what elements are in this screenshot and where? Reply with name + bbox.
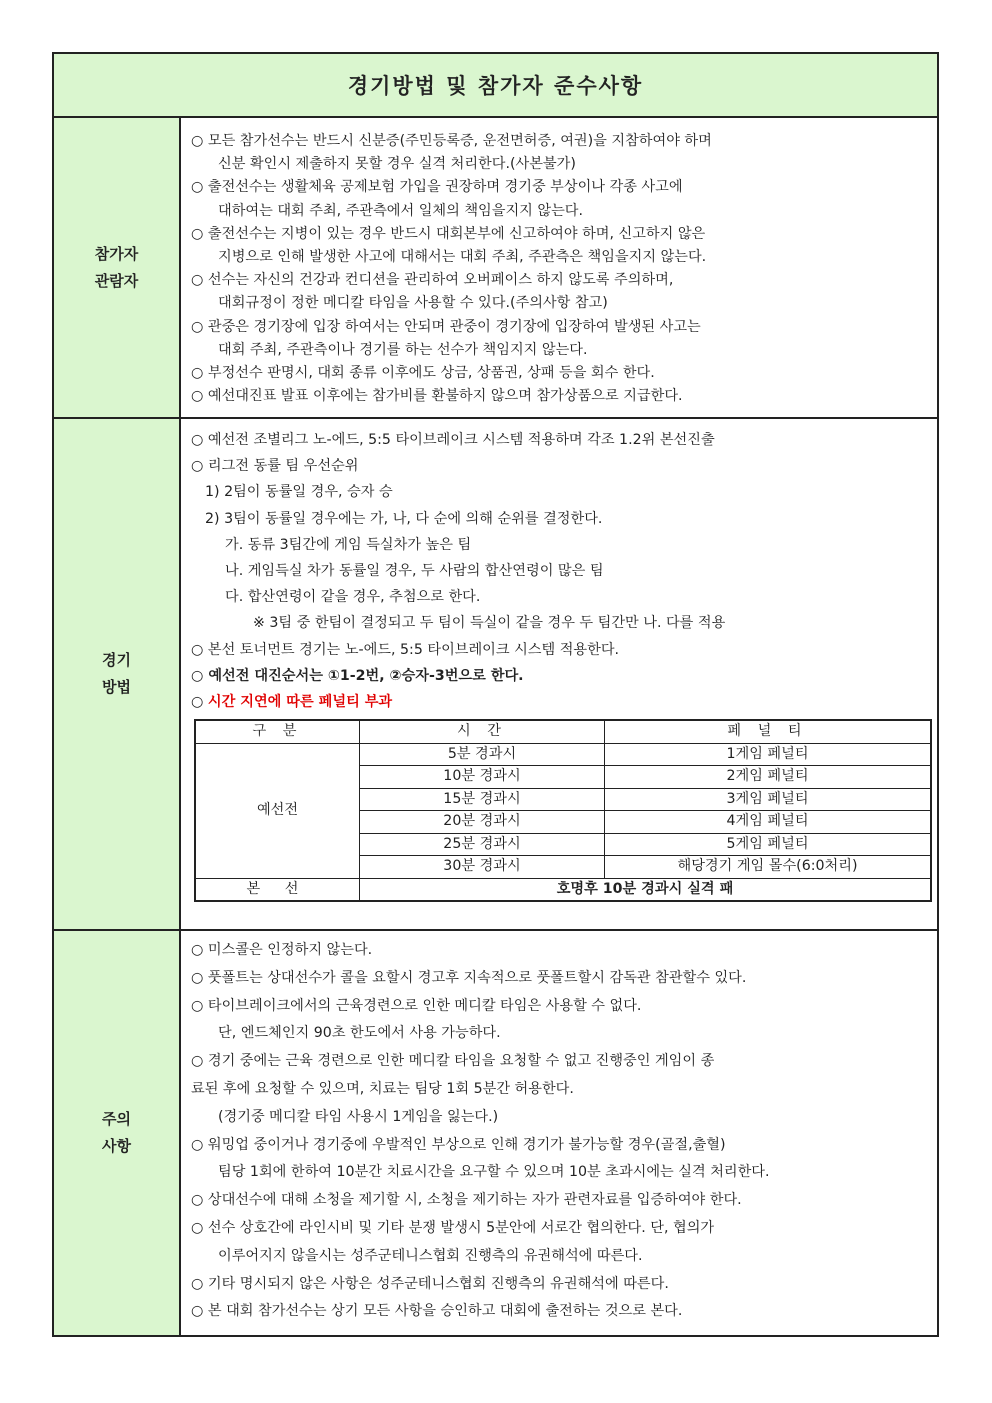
table-cell: 2게임 페널티 (605, 766, 932, 789)
rule-line: ○ 경기 중에는 근육 경련으로 인한 메디칼 타임을 요청할 수 없고 진행중인 게임이 종 (191, 1053, 715, 1070)
table-cell: 30분 경과시 (360, 856, 605, 879)
table-final-label: 본 선 (195, 878, 360, 901)
rule-line: 료된 후에 요청할 수 있으며, 치료는 팀당 1회 5분간 허용한다. (191, 1080, 574, 1097)
table-cell: 1게임 페널티 (605, 743, 932, 766)
table-header: 페 널 티 (605, 720, 932, 743)
rule-line: ○ 본선 토너먼트 경기는 노-에드, 5:5 타이브레이크 시스템 적용한다. (191, 641, 620, 658)
table-cell: 5분 경과시 (360, 743, 605, 766)
bullet: ○ (191, 693, 204, 710)
section-match-method (54, 419, 937, 931)
rule-line: ○ 상대선수에 대해 소청을 제기할 시, 소청을 제기하는 자가 관련자료를 입증하여야 한다. (191, 1192, 742, 1209)
rule-line: 단, 엔드체인지 90초 한도에서 사용 가능하다. (218, 1025, 501, 1042)
rule-line: ○ 선수는 자신의 건강과 컨디션을 관리하여 오버페이스 하지 않도록 주의하며, (191, 272, 674, 289)
section-body (181, 419, 937, 929)
rule-line: 대하여는 대회 주최, 주관측에서 일체의 책임을지지 않는다. (218, 202, 584, 219)
rule-line: ○ 관중은 경기장에 입장 하여서는 안되며 관중이 경기장에 입장하여 발생된 사고는 (191, 318, 701, 335)
rule-line: ○ 워밍업 중이거나 경기중에 우발적인 부상으로 인해 경기가 불가능할 경우(골절,출혈) (191, 1136, 726, 1153)
rule-line: ○ 예선전 대진순서는 ①1-2번, ②승자-3번으로 한다. (191, 667, 524, 684)
rule-line: ○ 미스콜은 인정하지 않는다. (191, 942, 373, 958)
section-label (54, 118, 181, 417)
table-row (195, 878, 931, 901)
table-cell: 해당경기 게임 몰수(6:0처리) (605, 856, 932, 879)
table-cell: 4게임 페널티 (605, 811, 932, 834)
table-group-label: 예선전 (195, 743, 360, 878)
rule-line: ○ 예선전 조별리그 노-에드, 5:5 타이브레이크 시스템 적용하며 각조 1.2위 본선진출 (191, 432, 715, 448)
rule-line: ○ 본 대회 참가선수는 상기 모든 사항을 승인하고 대회에 출전하는 것으로 본다. (191, 1303, 683, 1320)
rule-line: 2) 3팀이 동률일 경우에는 가, 나, 다 순에 의해 순위를 결정한다. (205, 510, 603, 527)
rule-line: ○ 출전선수는 지병이 있는 경우 반드시 대회본부에 신고하여야 하며, 신고하지 않은 (191, 225, 706, 242)
table-header: 시 간 (360, 720, 605, 743)
table-cell: 20분 경과시 (360, 811, 605, 834)
rule-line: ○ 풋폴트는 상대선수가 콜을 요할시 경고후 지속적으로 풋폴트할시 감독관 참관할수 있다. (191, 969, 747, 986)
rule-line: 지병으로 인해 발생한 사고에 대해서는 대회 주최, 주관측은 책임을지지 않는다. (218, 248, 707, 265)
rule-line: (경기중 메디칼 타임 사용시 1게임을 잃는다.) (218, 1108, 499, 1125)
rule-line: 다. 합산연령이 같을 경우, 추첨으로 한다. (225, 589, 481, 606)
section-body (181, 931, 937, 1335)
penalty-heading: 시간 지연에 따른 페널티 부과 (207, 693, 393, 710)
rule-line: 1) 2팀이 동률일 경우, 승자 승 (205, 484, 393, 501)
rule-line: ○ 예선대진표 발표 이후에는 참가비를 환불하지 않으며 참가상품으로 지급한다. (191, 388, 683, 405)
table-row (195, 743, 931, 766)
table-final-value: 호명후 10분 경과시 실격 패 (360, 878, 932, 901)
rules-document (52, 52, 939, 1337)
rule-line: 나. 게임득실 차가 동률일 경우, 두 사람의 합산연령이 많은 팀 (225, 562, 604, 579)
section-body (181, 118, 937, 417)
rule-line: ○ 선수 상호간에 라인시비 및 기타 분쟁 발생시 5분안에 서로간 협의한다. 단, 협의가 (191, 1219, 715, 1236)
rule-line-penalty (191, 689, 929, 715)
rule-line: ○ 모든 참가선수는 반드시 신분증(주민등록증, 운전면허증, 여권)을 지참하여야 하며 (191, 133, 712, 149)
rule-line: 가. 동류 3팀간에 게임 득실차가 높은 팀 (225, 536, 472, 553)
section-label-line: 주의 (102, 1110, 131, 1128)
section-label-line: 경기 (102, 651, 131, 669)
rule-line: 대회규정이 정한 메디칼 타임을 사용할 수 있다.(주의사항 참고) (218, 295, 608, 312)
rule-line: ※ 3팀 중 한팀이 결정되고 두 팀이 득실이 같을 경우 두 팀간만 나. 다를 적용 (253, 615, 726, 632)
table-cell: 25분 경과시 (360, 833, 605, 856)
section-notes (54, 931, 937, 1335)
section-label-line: 관람자 (94, 271, 139, 290)
table-cell: 5게임 페널티 (605, 833, 932, 856)
rule-line: 신분 확인시 제출하지 못할 경우 실격 처리한다.(사본불가) (218, 156, 576, 173)
table-cell: 15분 경과시 (360, 788, 605, 811)
rule-line: ○ 기타 명시되지 않은 사항은 성주군테니스협회 진행측의 유권해석에 따른다. (191, 1275, 669, 1292)
table-header-row (195, 720, 931, 743)
penalty-table (194, 719, 932, 902)
section-participants (54, 118, 937, 419)
document-title: 경기방법 및 참가자 준수사항 (54, 54, 937, 118)
rule-line: ○ 타이브레이크에서의 근육경련으로 인한 메디칼 타임은 사용할 수 없다. (191, 997, 642, 1014)
table-cell: 10분 경과시 (360, 766, 605, 789)
rule-line: 이루어지지 않을시는 성주군테니스협회 진행측의 유권해석에 따른다. (218, 1247, 643, 1264)
section-label-line: 사항 (102, 1137, 131, 1155)
section-label-line: 참가자 (94, 244, 139, 263)
rule-line: ○ 리그전 동률 팀 우선순위 (191, 458, 359, 475)
rule-line: 팀당 1회에 한하여 10분간 치료시간을 요구할 수 있으며 10분 초과시에는 실격 처리한다. (218, 1164, 770, 1181)
table-cell: 3게임 페널티 (605, 788, 932, 811)
rule-line: ○ 부정선수 판명시, 대회 종류 이후에도 상금, 상품권, 상패 등을 회수 한다. (191, 364, 655, 381)
table-header: 구 분 (195, 720, 360, 743)
section-label (54, 419, 181, 929)
section-label-line: 방법 (102, 678, 131, 696)
rule-line: 대회 주최, 주관측이나 경기를 하는 선수가 책임지지 않는다. (218, 341, 588, 358)
rule-line: ○ 출전선수는 생활체육 공제보험 가입을 권장하며 경기중 부상이나 각종 사고에 (191, 179, 683, 196)
section-label (54, 931, 181, 1335)
